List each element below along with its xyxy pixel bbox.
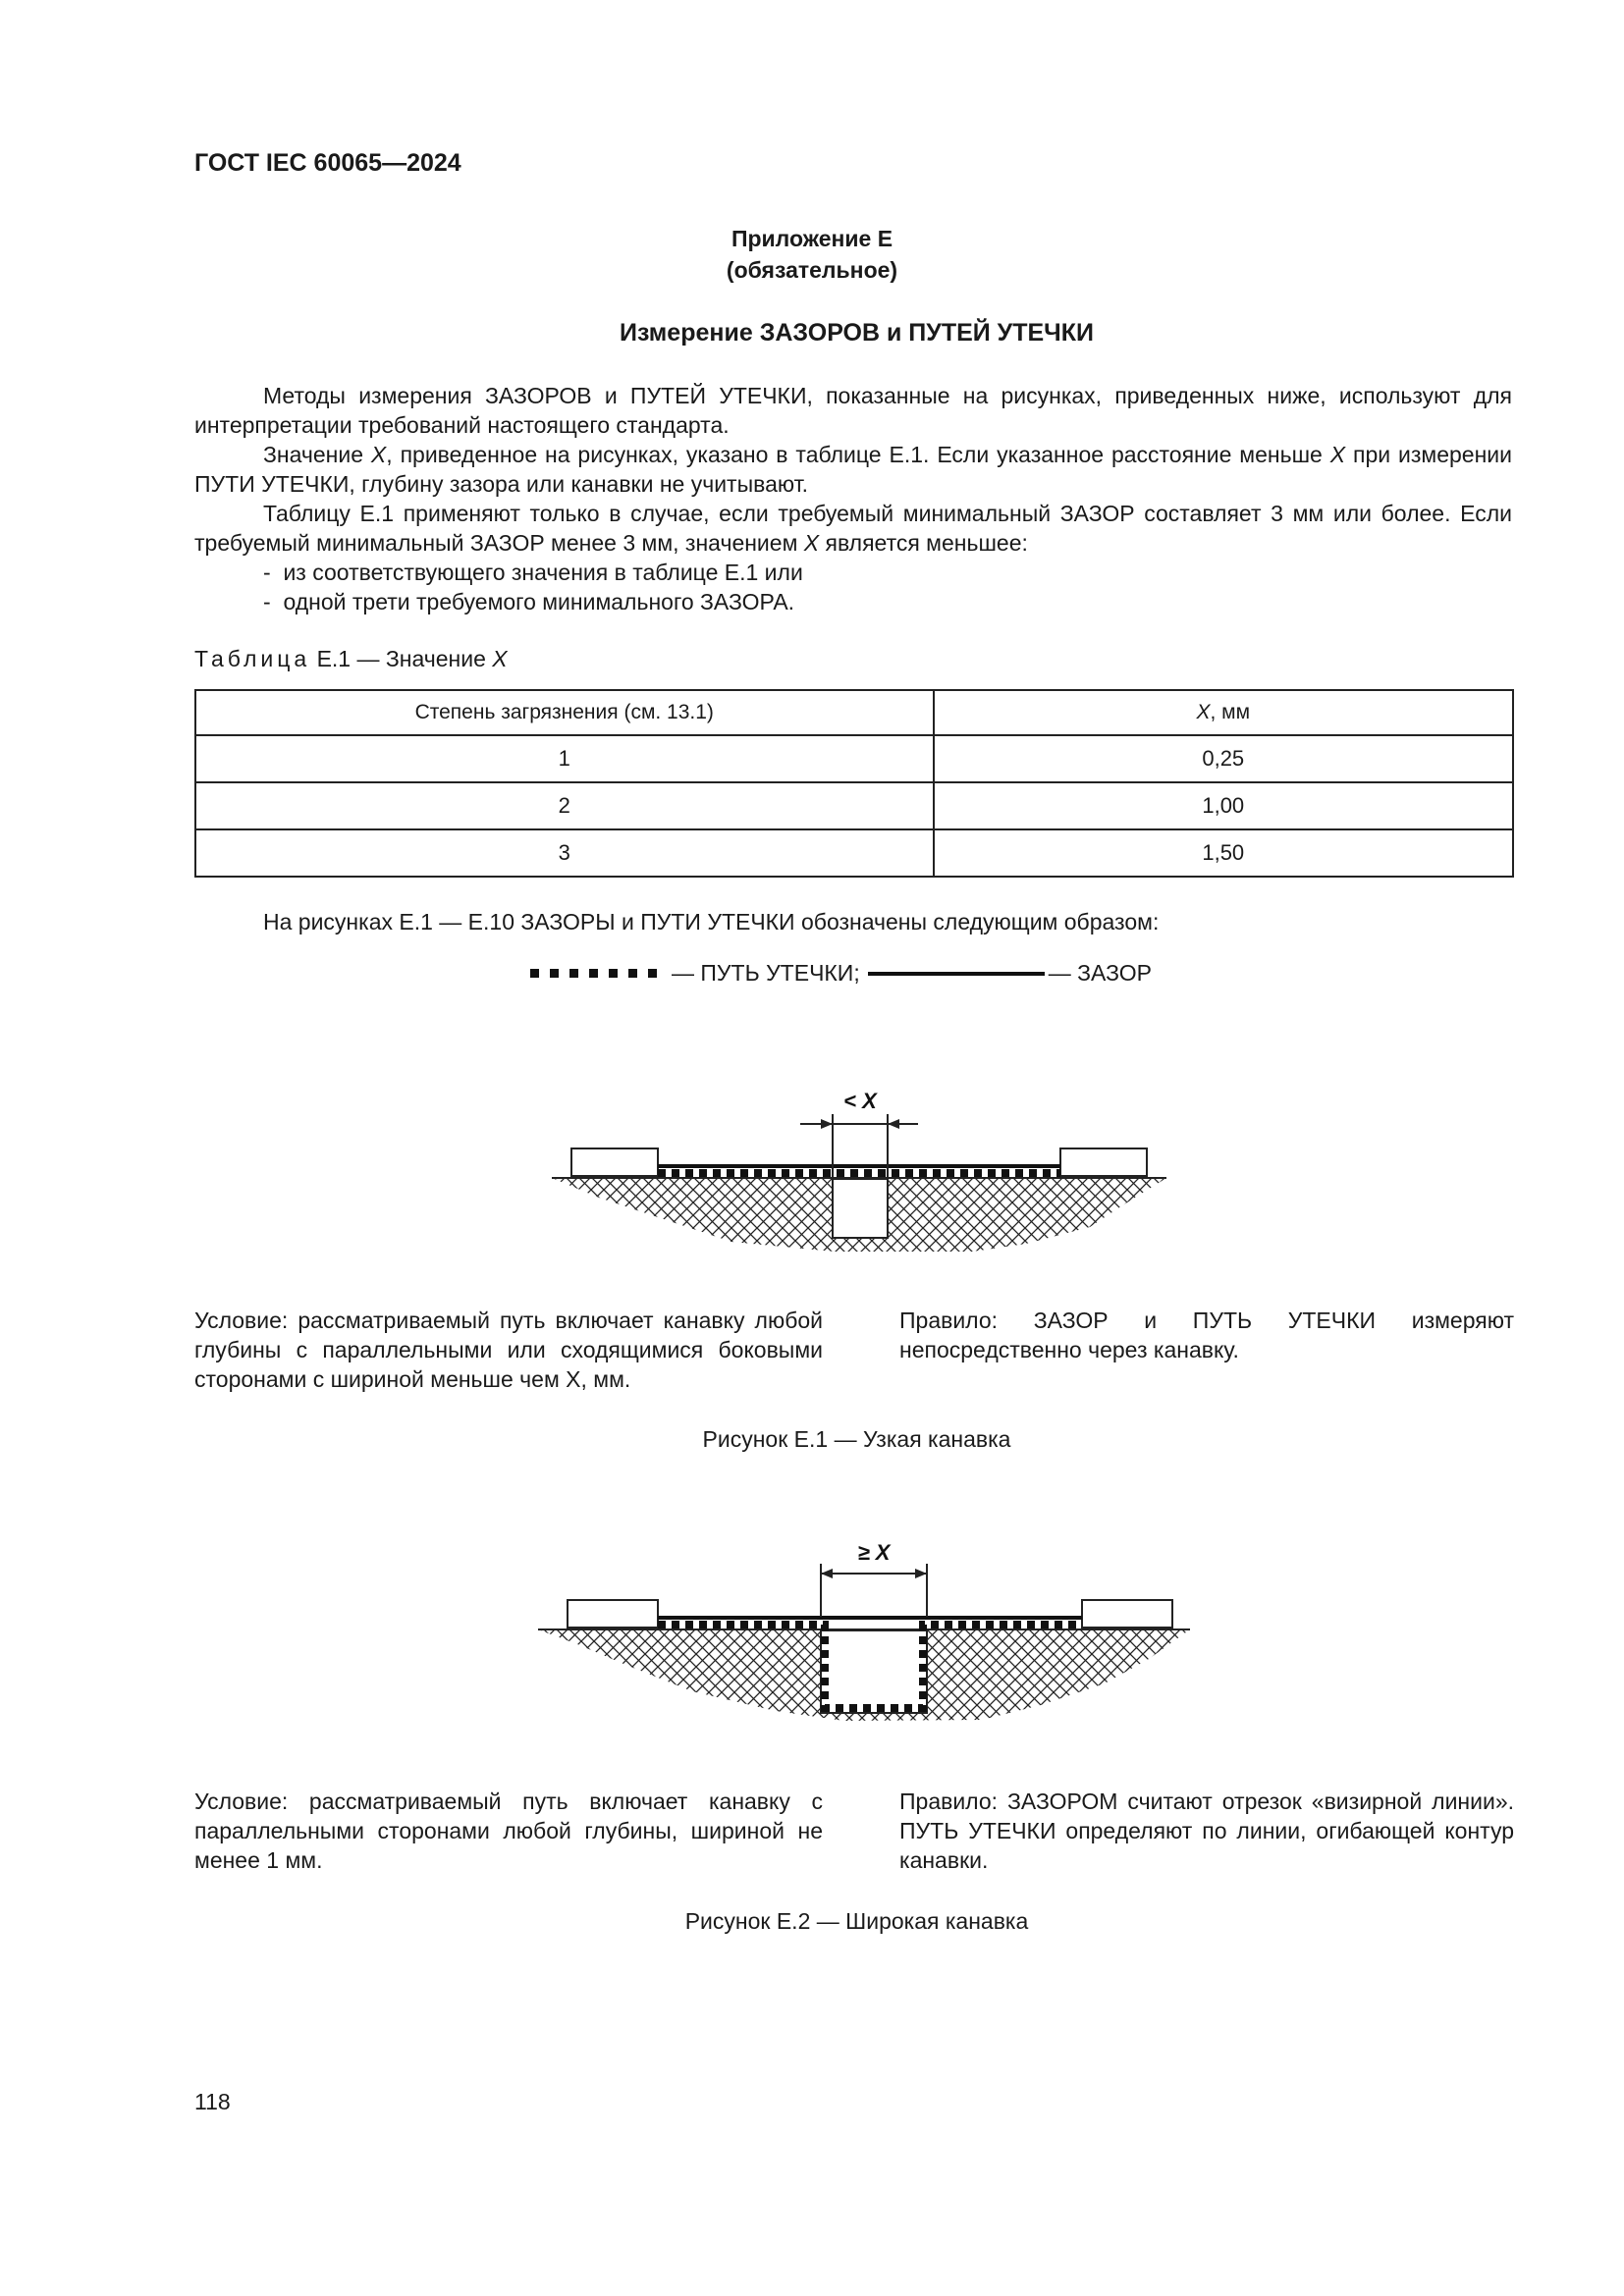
column-header-x: X, мм [934,690,1513,735]
legend [530,960,1152,987]
conductor-left [568,1600,658,1628]
cell-degree: 1 [195,735,934,782]
paragraph-3: Таблицу E.1 применяют только в случае, если требуемый минимальный ЗАЗОР составляет 3 мм или более. Если требуемый минимальный ЗАЗОР менее 3 мм, значением X является меньшее: [194,501,1512,556]
cell-degree: 2 [195,782,934,829]
cell-degree: 3 [195,829,934,877]
figures-intro: На рисунках E.1 — E.10 ЗАЗОРЫ и ПУТИ УТЕЧКИ обозначены следующим образом: [263,909,1160,934]
list-item: - из соответствующего значения в таблице E.1 или [263,560,803,585]
figure-e2-drawing [530,1526,1198,1747]
paragraph-1: Методы измерения ЗАЗОРОВ и ПУТЕЙ УТЕЧКИ, показанные на рисунках, приведенных ниже, используют для интерпретации требований настоящего стандарта. [194,383,1512,438]
legend-clearance: — ЗАЗОР [1048,960,1152,986]
annex-title: Приложение E [731,226,893,251]
table-e1 [194,689,1514,878]
cell-x: 1,50 [934,829,1513,877]
cell-x: 0,25 [934,735,1513,782]
clearance-solid-line-icon [868,972,1045,976]
table-header-row [195,690,1513,735]
table-row [195,829,1513,877]
annex-status: (обязательное) [726,257,898,283]
figure-e2-rule: Правило: ЗАЗОРОМ считают отрезок «визирной линии». ПУТЬ УТЕЧКИ определяют по линии, огибающей контур канавки. [899,1789,1514,1873]
legend-creepage: — ПУТЬ УТЕЧКИ; [672,960,860,986]
figure-e1-rule: Правило: ЗАЗОР и ПУТЬ УТЕЧКИ измеряют непосредственно через канавку. [899,1308,1514,1362]
groove [833,1179,888,1238]
table-row [195,735,1513,782]
figure-e2-caption: Рисунок E.2 — Широкая канавка [684,1908,1029,1934]
column-header-degree: Степень загрязнения (см. 13.1) [195,690,934,735]
conductor-right [1082,1600,1172,1628]
dim-label: ≥ X [857,1540,891,1565]
figure-e1-condition: Условие: рассматриваемый путь включает канавку любой глубины с параллельными или сходящимися боковыми сторонами с шириной меньше чем X, мм. [194,1308,823,1392]
groove [821,1630,927,1713]
cell-x: 1,00 [934,782,1513,829]
figure-e2-condition: Условие: рассматриваемый путь включает канавку с параллельными сторонами любой глубины, шириной не менее 1 мм. [194,1789,823,1873]
table-row [195,782,1513,829]
figure-e1-caption: Рисунок E.1 — Узкая канавка [702,1426,1011,1452]
list-item: - одной трети требуемого минимального ЗАЗОРА. [263,589,795,614]
figure-e1-drawing [540,1075,1178,1266]
dim-label: < X [843,1089,877,1113]
conductor-left [571,1148,658,1176]
standard-code: ГОСТ IEC 60065—2024 [194,149,461,177]
section-title: Измерение ЗАЗОРОВ и ПУТЕЙ УТЕЧКИ [620,319,1094,347]
creepage-dotted-line-icon [530,969,668,978]
paragraph-2: Значение X, приведенное на рисунках, указано в таблице E.1. Если указанное расстояние меньше X при измерении ПУТИ УТЕЧКИ, глубину зазора или канавки не учитывают. [194,442,1512,497]
conductor-right [1060,1148,1147,1176]
table-caption: Таблица E.1 — Значение X [194,646,508,671]
page-number: 118 [194,2089,231,2114]
